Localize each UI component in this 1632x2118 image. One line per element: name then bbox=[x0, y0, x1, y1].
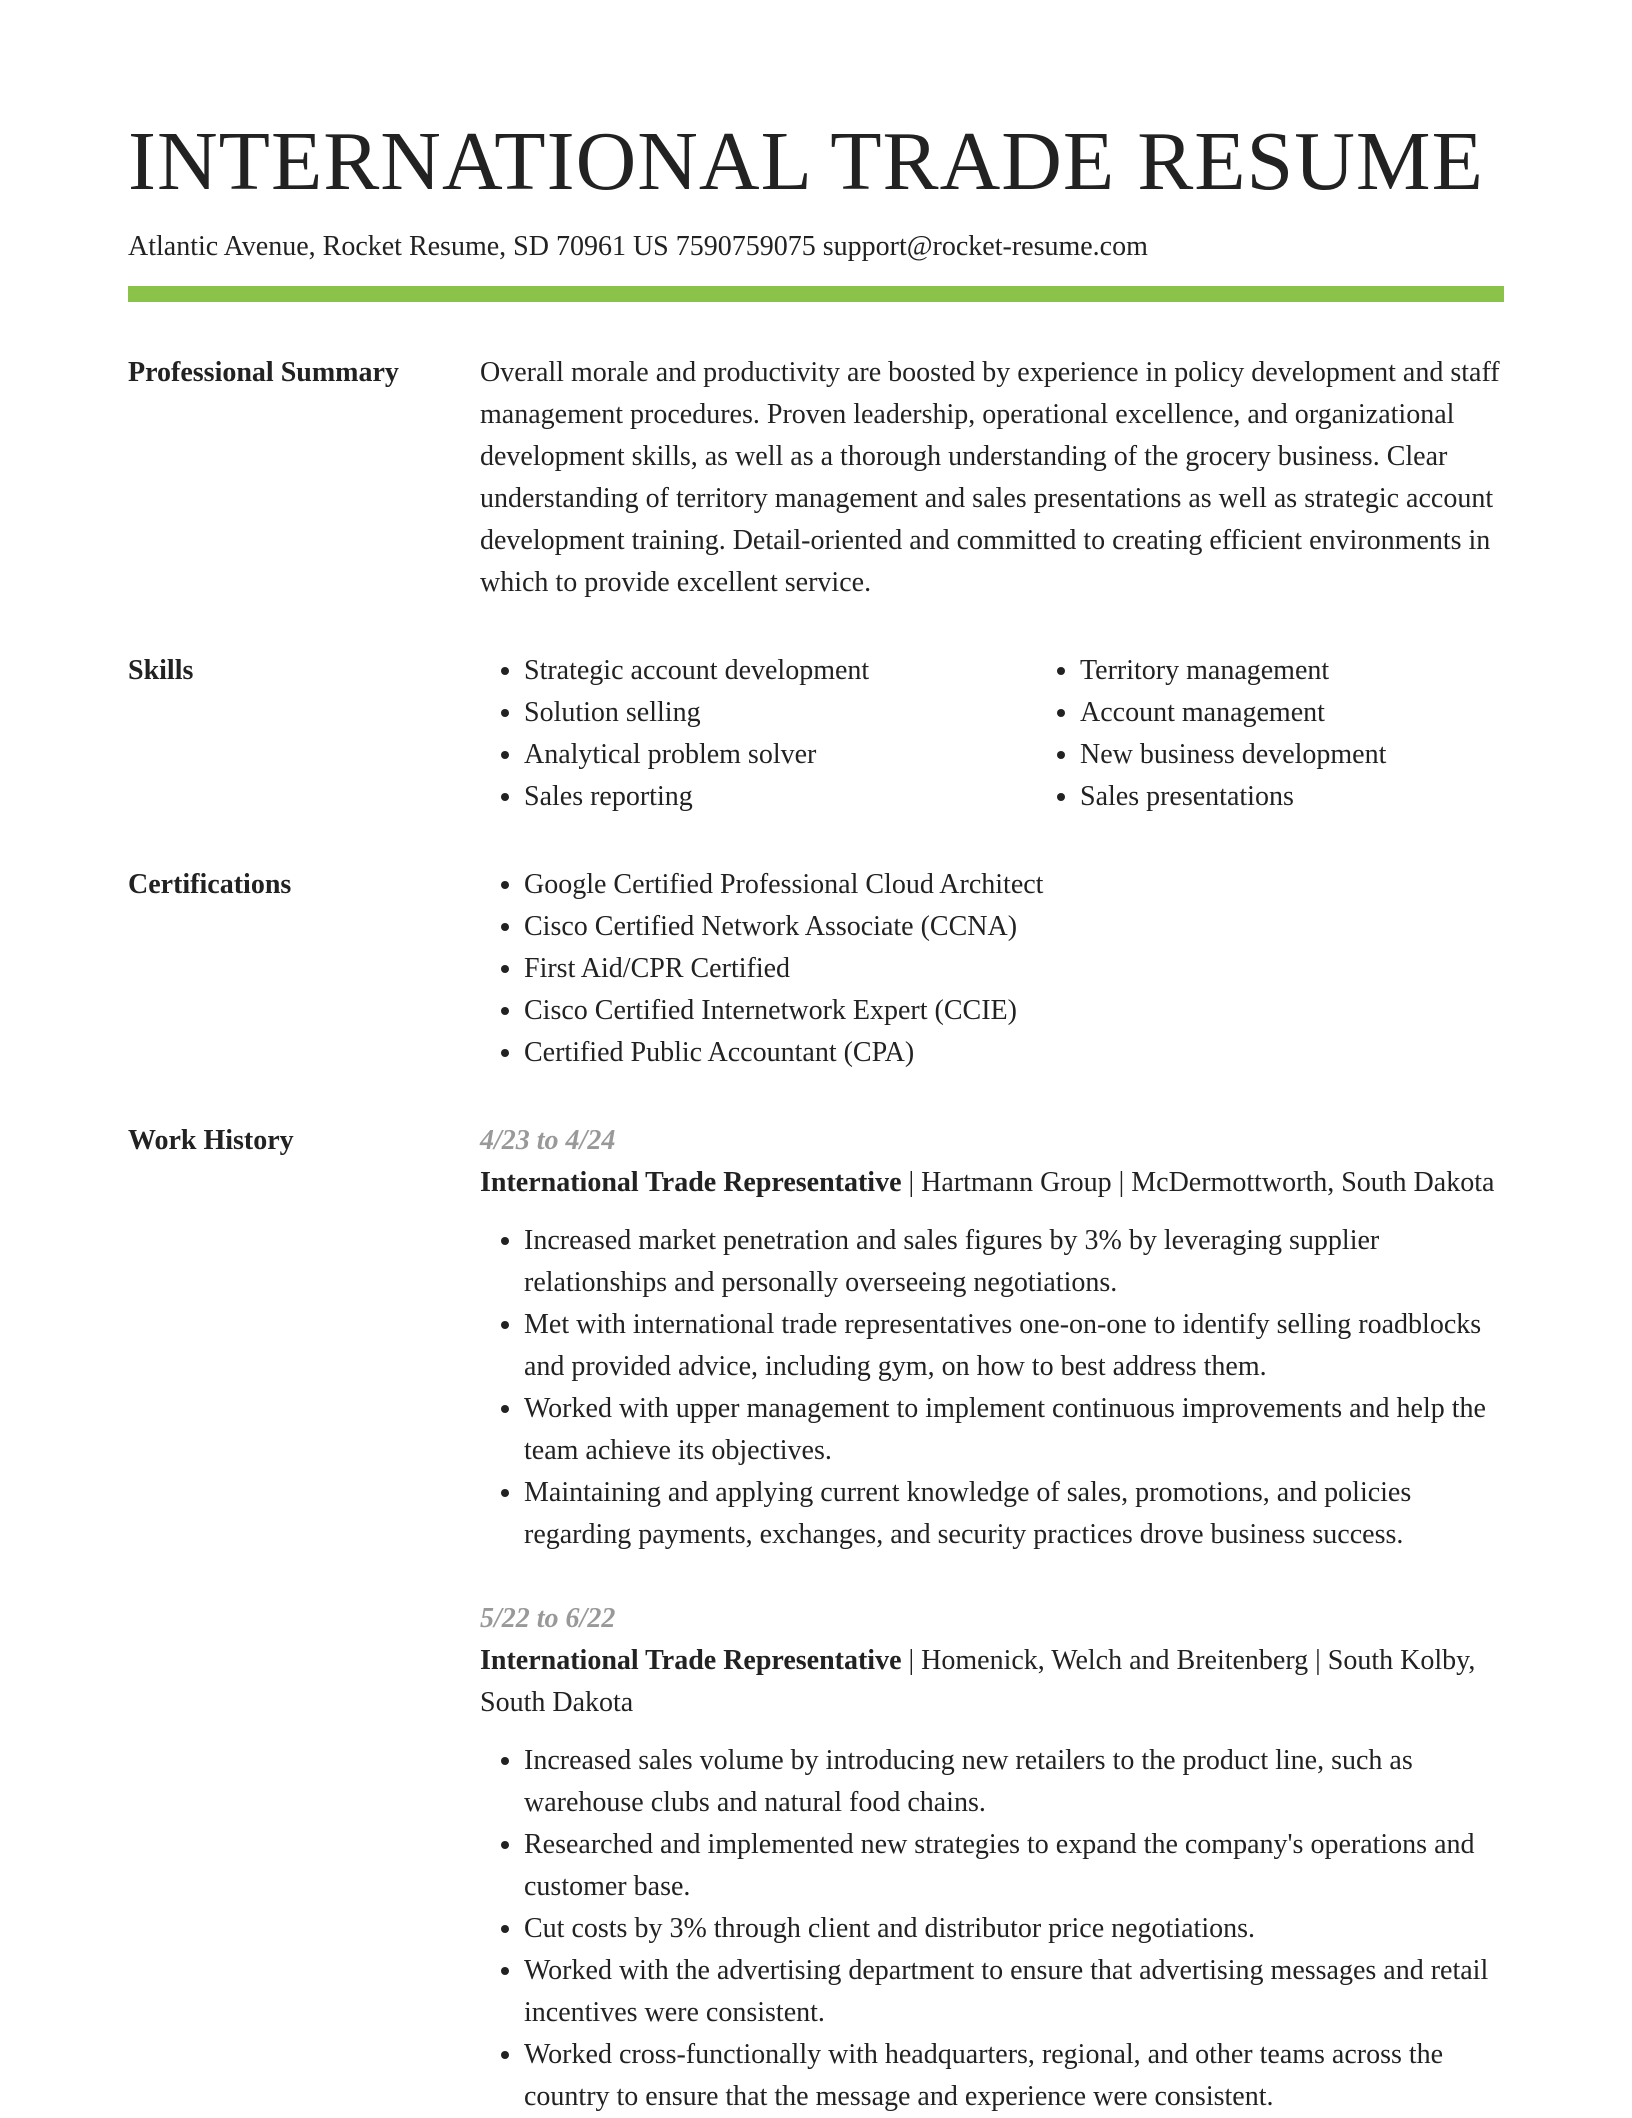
skill-item: • Territory management bbox=[1080, 650, 1592, 692]
job-bullet: • Worked cross-functionally with headquarters, regional, and other teams across the country to ensure that the message and experience were consistent. bbox=[524, 2034, 1504, 2118]
job-title: International Trade Representative bbox=[480, 1644, 902, 1676]
skill-item: • Analytical problem solver bbox=[524, 734, 1036, 776]
resume-title: INTERNATIONAL TRADE RESUME bbox=[128, 115, 1484, 208]
certification-item: • Cisco Certified Internetwork Expert (CCIE) bbox=[524, 990, 1504, 1032]
job-details: | Hartmann Group | McDermottworth, South Dakota bbox=[901, 1166, 1495, 1198]
summary-text: Overall morale and productivity are boosted by experience in policy development and staff management procedures. Proven leadership, operational excellence, and organizational development skills, as well as a thorough understanding of the grocery business. Clear understanding of territory management and sales presentations as well as strategic account development training. Detail-oriented and committed to creating efficient environments in which to provide excellent service. bbox=[480, 356, 1500, 598]
job-bullets bbox=[480, 1220, 1504, 1556]
job-dates: 5/22 to 6/22 bbox=[480, 1602, 616, 1634]
skills-list-right bbox=[1036, 650, 1592, 818]
job-title: International Trade Representative bbox=[480, 1166, 902, 1198]
skill-item: • Sales reporting bbox=[524, 776, 1036, 818]
job-heading bbox=[480, 1162, 1504, 1204]
certifications-heading: Certifications bbox=[128, 868, 292, 900]
skill-item: • Solution selling bbox=[524, 692, 1036, 734]
job-details: | Homenick, Welch and Breitenberg | South Kolby, South Dakota bbox=[480, 1644, 1476, 1718]
job-entry bbox=[480, 1120, 1504, 1556]
certifications-section bbox=[128, 864, 1504, 1074]
certification-item: • Certified Public Accountant (CPA) bbox=[524, 1032, 1504, 1074]
resume-page bbox=[128, 112, 1504, 2118]
work-history-section bbox=[128, 1120, 1504, 2118]
job-bullet: • Met with international trade representatives one-on-one to identify selling roadblocks and provided advice, including gym, on how to best address them. bbox=[524, 1304, 1504, 1388]
job-bullet: • Cut costs by 3% through client and distributor price negotiations. bbox=[524, 1908, 1504, 1950]
summary-section bbox=[128, 352, 1504, 604]
skill-item: • Account management bbox=[1080, 692, 1592, 734]
job-entry bbox=[480, 1598, 1504, 2118]
job-bullet: • Researched and implemented new strategies to expand the company's operations and customer base. bbox=[524, 1824, 1504, 1908]
skill-item: • New business development bbox=[1080, 734, 1592, 776]
job-bullet: • Worked with the advertising department to ensure that advertising messages and retail incentives were consistent. bbox=[524, 1950, 1504, 2034]
job-bullets bbox=[480, 1740, 1504, 2118]
accent-divider bbox=[128, 286, 1504, 302]
skills-heading: Skills bbox=[128, 654, 194, 686]
certification-item: • Cisco Certified Network Associate (CCNA) bbox=[524, 906, 1504, 948]
certifications-list bbox=[480, 864, 1504, 1074]
work-history-heading: Work History bbox=[128, 1124, 294, 1156]
job-bullet: • Maintaining and applying current knowledge of sales, promotions, and policies regarding payments, exchanges, and security practices drove business success. bbox=[524, 1472, 1504, 1556]
skill-item: • Sales presentations bbox=[1080, 776, 1592, 818]
contact-info: Atlantic Avenue, Rocket Resume, SD 70961 US 7590759075 support@rocket-resume.com bbox=[128, 230, 1148, 262]
job-heading bbox=[480, 1640, 1504, 1724]
certification-item: • First Aid/CPR Certified bbox=[524, 948, 1504, 990]
job-bullet: • Increased market penetration and sales figures by 3% by leveraging supplier relationships and personally overseeing negotiations. bbox=[524, 1220, 1504, 1304]
skills-list-left bbox=[480, 650, 1036, 818]
certification-item: • Google Certified Professional Cloud Architect bbox=[524, 864, 1504, 906]
job-bullet: • Increased sales volume by introducing new retailers to the product line, such as warehouse clubs and natural food chains. bbox=[524, 1740, 1504, 1824]
skill-item: • Strategic account development bbox=[524, 650, 1036, 692]
job-dates: 4/23 to 4/24 bbox=[480, 1124, 616, 1156]
skills-section bbox=[128, 650, 1504, 818]
job-bullet: • Worked with upper management to implement continuous improvements and help the team achieve its objectives. bbox=[524, 1388, 1504, 1472]
summary-heading: Professional Summary bbox=[128, 356, 399, 388]
